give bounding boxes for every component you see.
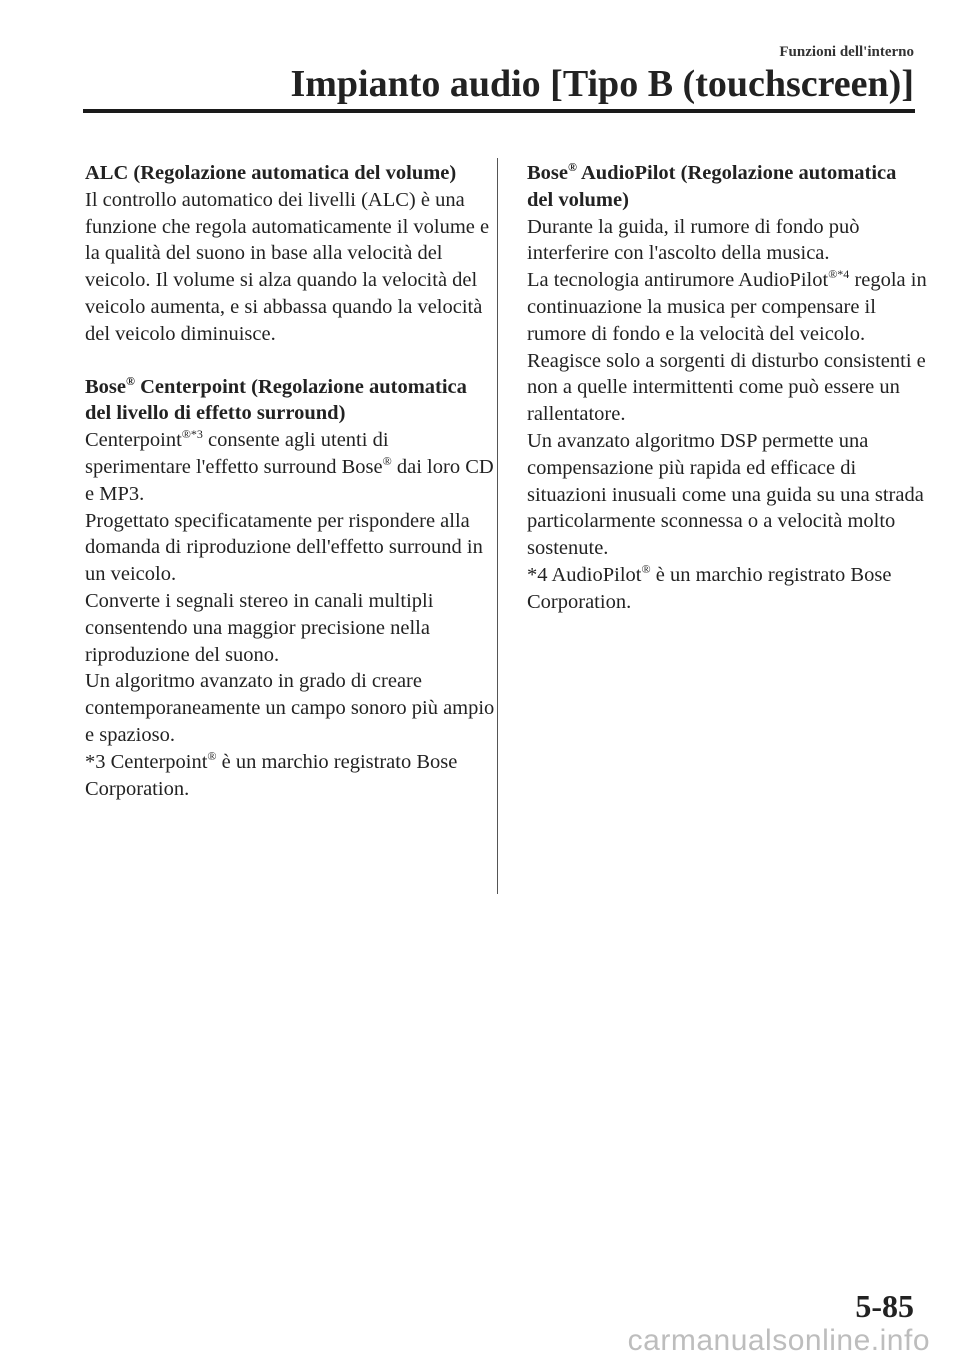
centerpoint-heading-brand: Bose: [85, 375, 126, 398]
alc-heading: ALC (Regolazione automatica del volume): [85, 162, 457, 184]
centerpoint-paragraph-2: Progettato specificatamente per rispondere alla domanda di riproduzione dell'effetto surround in un veicolo.: [85, 509, 483, 586]
section-label: Funzioni dell'interno: [779, 44, 914, 60]
footnote-4-a: *4 AudioPilot: [527, 563, 642, 586]
registered-mark: ®: [126, 373, 135, 388]
header-divider: [83, 109, 915, 113]
alc-body: Il controllo automatico dei livelli (ALC) è una funzione che regola automaticamente il volume e la qualità del suono in base alla velocità del veicolo. Il volume si alza quando la velocità del veicolo aumenta, e si abbassa quando la velocità del veicolo diminuisce.: [85, 188, 490, 345]
centerpoint-p1-c: dai loro CD e MP3.: [85, 455, 494, 505]
registered-mark: ®: [568, 160, 577, 174]
column-divider: [497, 158, 498, 894]
centerpoint-paragraph-1: [85, 427, 495, 507]
footnote-4: [527, 562, 927, 616]
audiopilot-p2-b: regola in continuazione la musica per compensare il rumore di fondo e la velocità del veicolo.: [527, 269, 927, 345]
registered-mark: ®: [382, 453, 392, 468]
footnote-4-b: è un marchio registrato Bose Corporation.: [527, 563, 892, 613]
footnote-3-b: è un marchio registrato Bose Corporation.: [85, 750, 458, 800]
page-number: 5-85: [855, 1288, 914, 1324]
centerpoint-p1-b: consente agli utenti di sperimentare l'effetto surround Bose: [85, 429, 389, 478]
centerpoint-heading-rest: Centerpoint (Regolazione automatica del livello di effetto surround): [85, 375, 467, 425]
audiopilot-paragraph-4: Un avanzato algoritmo DSP permette una compensazione più rapida ed efficace di situazioni inusuali come una guida su una strada particolarmente sconnessa o a velocità molto sostenute.: [527, 429, 924, 560]
registered-mark: ®: [207, 748, 217, 763]
footnote-3: [85, 749, 495, 803]
right-column: [527, 160, 927, 616]
registered-footnote-mark: ®*3: [181, 427, 203, 442]
audiopilot-paragraph-1: Durante la guida, il rumore di fondo può interferire con l'ascolto della musica.: [527, 215, 860, 265]
footnote-3-a: *3 Centerpoint: [85, 750, 208, 773]
audiopilot-paragraph-3: Reagisce solo a sorgenti di disturbo consistenti e non a quelle intermittenti come può essere un rallentatore.: [527, 349, 926, 426]
left-column: [85, 160, 495, 802]
centerpoint-heading: [85, 374, 495, 428]
audiopilot-paragraph-2: [527, 267, 927, 347]
watermark: carmanualsonline.info: [627, 1324, 930, 1357]
registered-mark: ®: [641, 561, 651, 576]
audiopilot-heading-rest: AudioPilot (Regolazione automatica del volume): [527, 162, 897, 211]
centerpoint-p1-a: Centerpoint: [85, 429, 182, 452]
centerpoint-paragraph-3: Converte i segnali stereo in canali multipli consentendo una maggior precisione nella riproduzione del suono.: [85, 589, 434, 666]
audiopilot-heading: [527, 160, 927, 214]
audiopilot-heading-brand: Bose: [527, 162, 568, 184]
centerpoint-paragraph-4: Un algoritmo avanzato in grado di creare contemporaneamente un campo sonoro più ampio e spazioso.: [85, 670, 495, 746]
audiopilot-p2-a: La tecnologia antirumore AudioPilot: [527, 269, 829, 292]
registered-footnote-mark: ®*4: [828, 267, 850, 282]
page-title: Impianto audio [Tipo B (touchscreen)]: [290, 63, 914, 105]
